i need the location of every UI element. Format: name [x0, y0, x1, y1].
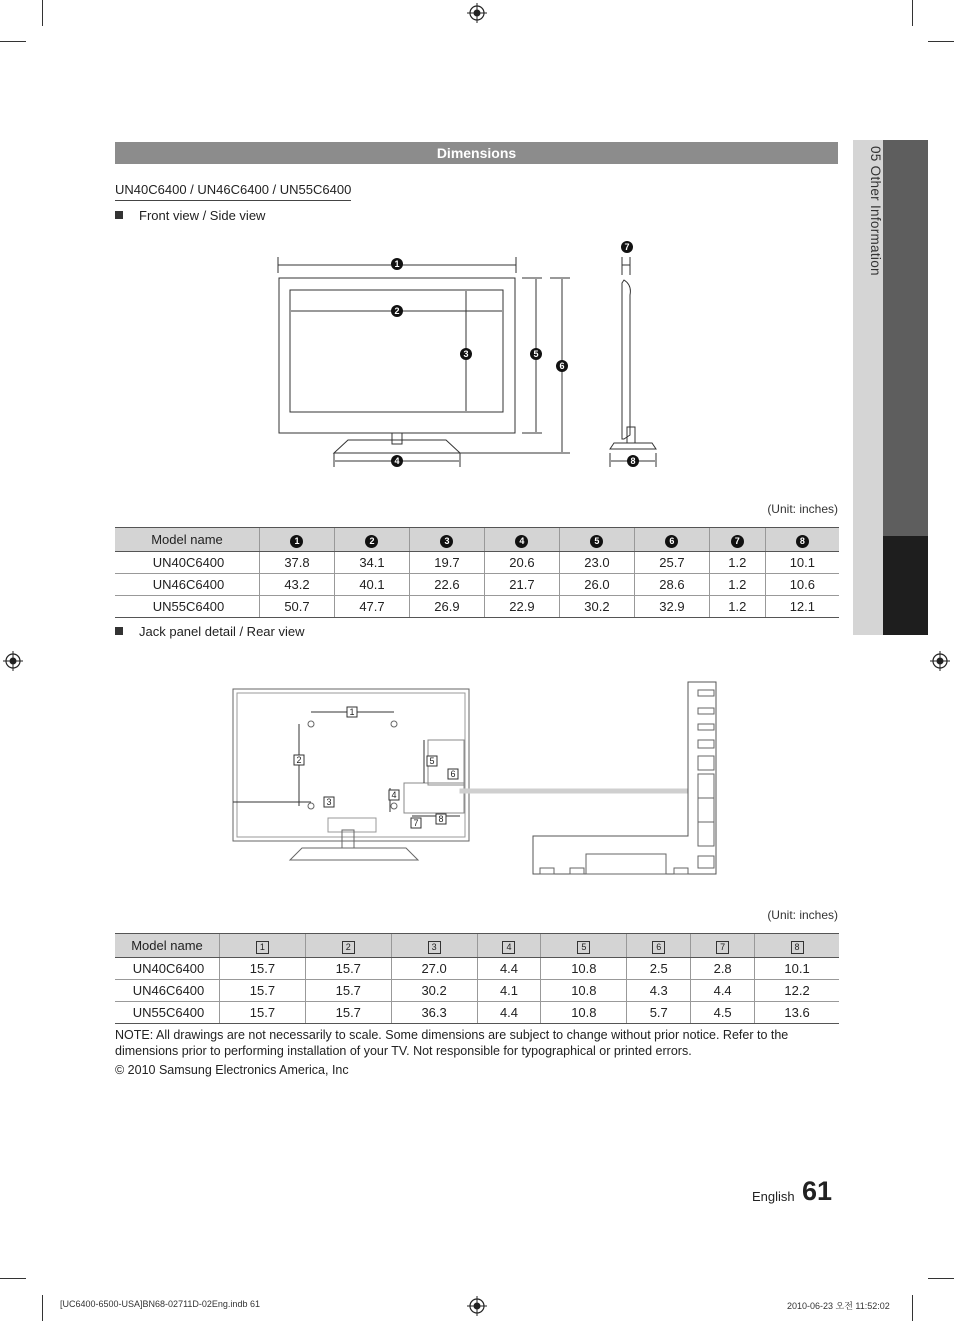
svg-text:2: 2	[296, 755, 302, 765]
table-header: 2	[305, 934, 391, 958]
crop-mark	[928, 41, 954, 42]
crop-mark	[42, 0, 43, 26]
table-header: 7	[709, 528, 765, 552]
note-text: NOTE: All drawings are not necessarily to scale. Some dimensions are subject to change without prior notice. Refer to the dimensions prior to performing installation of your TV. Not responsible for typographical or printed errors.	[115, 1028, 789, 1058]
svg-text:6: 6	[559, 361, 565, 371]
svg-text:3: 3	[326, 797, 332, 807]
svg-text:6: 6	[450, 769, 456, 779]
side-tab-label: 05 Other Information	[868, 146, 883, 276]
table-header: 7	[691, 934, 755, 958]
svg-text:4: 4	[391, 790, 397, 800]
svg-text:5: 5	[533, 349, 539, 359]
side-tab-active-band	[883, 536, 928, 635]
front-view-heading: Front view / Side view	[115, 208, 265, 223]
table-header-model: Model name	[115, 934, 220, 958]
table-row: UN46C6400 43.2 40.1 22.6 21.7 26.0 28.6 1.2 10.6	[115, 574, 839, 596]
jack-view-heading: Jack panel detail / Rear view	[115, 624, 304, 639]
svg-text:7: 7	[624, 242, 630, 252]
table-header: 6	[634, 528, 709, 552]
table-header: 3	[391, 934, 477, 958]
models-line: UN40C6400 / UN46C6400 / UN55C6400	[115, 182, 351, 201]
table-header: 5	[541, 934, 627, 958]
crop-mark	[928, 1278, 954, 1279]
page-language: English	[752, 1189, 795, 1204]
svg-text:8: 8	[438, 814, 444, 824]
footer-date: 2010-06-23 오전 11:52:02	[787, 1301, 890, 1311]
svg-text:8: 8	[630, 456, 636, 466]
front-side-view-diagram	[260, 235, 680, 475]
table-header: 3	[409, 528, 484, 552]
section-title: Dimensions	[115, 142, 838, 164]
front-view-table	[115, 527, 839, 618]
jack-panel-rear-view-diagram	[228, 678, 723, 878]
table-header: 2	[334, 528, 409, 552]
table-header: 4	[477, 934, 541, 958]
svg-text:1: 1	[394, 259, 400, 269]
crop-mark	[0, 1278, 26, 1279]
table-header: 8	[765, 528, 839, 552]
registration-mark-icon	[467, 1296, 487, 1316]
table-header-model: Model name	[115, 528, 260, 552]
side-tab-band	[883, 140, 928, 536]
table-header: 1	[260, 528, 335, 552]
jack-view-table	[115, 933, 839, 1024]
table-row: UN46C6400 15.7 15.7 30.2 4.1 10.8 4.3 4.4 12.2	[115, 980, 839, 1002]
jack-view-unit: (Unit: inches)	[767, 908, 838, 922]
svg-text:3: 3	[463, 349, 469, 359]
table-header: 6	[627, 934, 691, 958]
svg-text:2: 2	[394, 306, 400, 316]
table-header: 5	[559, 528, 634, 552]
table-row: UN55C6400 50.7 47.7 26.9 22.9 30.2 32.9 1.2 12.1	[115, 596, 839, 618]
svg-text:4: 4	[394, 456, 400, 466]
crop-mark	[42, 1295, 43, 1321]
registration-mark-icon	[3, 651, 23, 671]
crop-mark	[0, 41, 26, 42]
table-row: UN55C6400 15.7 15.7 36.3 4.4 10.8 5.7 4.5 13.6	[115, 1002, 839, 1024]
page-number: 61	[802, 1176, 833, 1206]
svg-text:5: 5	[429, 756, 435, 766]
table-header: 8	[755, 934, 839, 958]
svg-text:1: 1	[349, 707, 355, 717]
footer-file: [UC6400-6500-USA]BN68-02711D-02Eng.indb 61	[60, 1299, 260, 1309]
front-view-unit: (Unit: inches)	[767, 502, 838, 516]
registration-mark-icon	[467, 3, 487, 23]
copyright: © 2010 Samsung Electronics America, Inc	[115, 1063, 349, 1077]
table-header: 1	[220, 934, 306, 958]
table-header: 4	[484, 528, 559, 552]
svg-text:7: 7	[413, 818, 419, 828]
table-row: UN40C6400 37.8 34.1 19.7 20.6 23.0 25.7 1.2 10.1	[115, 552, 839, 574]
crop-mark	[912, 1295, 913, 1321]
registration-mark-icon	[930, 651, 950, 671]
table-row: UN40C6400 15.7 15.7 27.0 4.4 10.8 2.5 2.8 10.1	[115, 958, 839, 980]
crop-mark	[912, 0, 913, 26]
